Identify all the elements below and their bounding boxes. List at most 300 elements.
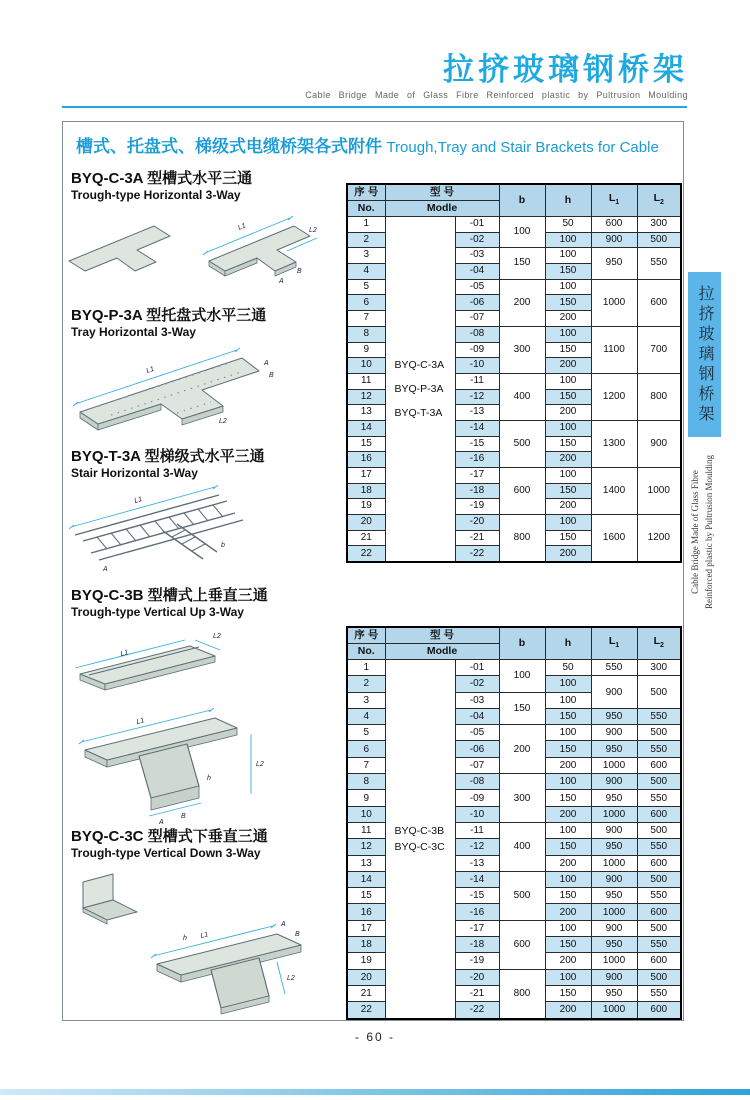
dim-label-l2: L2 (256, 761, 264, 768)
dim-label-l1: L1 (133, 496, 144, 505)
dim-label-a: A (281, 921, 286, 928)
banner-title-en: Trough,Tray and Stair Brackets for Cable (386, 139, 659, 156)
model-name: BYQ-P-3A (394, 383, 444, 396)
cell-h: 200 (545, 855, 591, 871)
cell-model-suffix: -18 (455, 937, 499, 953)
product-name-en: Trough-type Vertical Up 3-Way (71, 604, 244, 619)
cell-h: 100 (545, 774, 591, 790)
cell-l2: 600 (637, 806, 681, 822)
cell-no: 19 (347, 953, 385, 969)
cell-no: 10 (347, 358, 385, 374)
cell-model-suffix: -12 (455, 389, 499, 405)
col-header-no-en: No. (347, 644, 385, 660)
cell-l1: 1100 (591, 326, 637, 373)
dim-label-a: A (103, 566, 108, 573)
cell-b: 400 (499, 373, 545, 420)
col-header-model-cn: 型 号 (385, 627, 499, 644)
cell-no: 9 (347, 342, 385, 358)
cell-h: 150 (545, 937, 591, 953)
cell-b: 100 (499, 217, 545, 248)
cell-model-suffix: -14 (455, 420, 499, 436)
cell-h: 100 (545, 676, 591, 692)
cell-model-suffix: -06 (455, 741, 499, 757)
cell-no: 4 (347, 708, 385, 724)
cell-l1: 1000 (591, 855, 637, 871)
cell-h: 200 (545, 806, 591, 822)
cell-b: 300 (499, 774, 545, 823)
cell-no: 6 (347, 741, 385, 757)
cell-h: 100 (545, 373, 591, 389)
product-name-cn: 型槽式上垂直三通 (147, 587, 268, 604)
cell-model-suffix: -20 (455, 515, 499, 531)
sidebar-tab (688, 272, 721, 437)
cell-l1: 1400 (591, 468, 637, 515)
cell-model-suffix: -12 (455, 839, 499, 855)
dim-label-b: B (297, 268, 302, 275)
dim-label-a: A (159, 819, 164, 824)
col-header-b: b (499, 184, 545, 217)
cell-no: 12 (347, 389, 385, 405)
table-header-row (347, 627, 681, 644)
cell-l2: 550 (637, 985, 681, 1001)
cell-model-suffix: -19 (455, 499, 499, 515)
model-cell (385, 660, 455, 1019)
cell-no: 13 (347, 405, 385, 421)
cell-l1: 900 (591, 232, 637, 248)
cell-no: 1 (347, 217, 385, 233)
cell-h: 100 (545, 725, 591, 741)
col-header-no-cn: 序 号 (347, 627, 385, 644)
cell-l1: 900 (591, 676, 637, 709)
cell-model-suffix: -03 (455, 692, 499, 708)
col-header-model-cn: 型 号 (385, 184, 499, 201)
cell-l1: 950 (591, 741, 637, 757)
cell-l2: 500 (637, 822, 681, 838)
cell-l2: 300 (637, 217, 681, 233)
table-row (347, 660, 681, 676)
cell-model-suffix: -19 (455, 953, 499, 969)
dim-label-b: b (221, 542, 225, 549)
diagram-trough-vertical-down-3way (65, 866, 340, 1016)
cell-h: 200 (545, 311, 591, 327)
cell-l2: 500 (637, 232, 681, 248)
cell-h: 200 (545, 546, 591, 562)
cell-model-suffix: -02 (455, 676, 499, 692)
cell-l2: 600 (637, 953, 681, 969)
product-name-en: Stair Horizontal 3-Way (71, 465, 198, 480)
cell-model-suffix: -17 (455, 468, 499, 484)
cell-h: 150 (545, 790, 591, 806)
dim-label-h: h (207, 775, 211, 782)
col-header-l2: $L_2$ (637, 627, 681, 660)
cell-l1: 1000 (591, 904, 637, 920)
cell-h: 150 (545, 295, 591, 311)
cell-h: 100 (545, 326, 591, 342)
cell-h: 200 (545, 452, 591, 468)
cell-h: 150 (545, 483, 591, 499)
cell-no: 8 (347, 774, 385, 790)
cell-no: 20 (347, 515, 385, 531)
cell-no: 22 (347, 1002, 385, 1019)
product-code: BYQ-C-3C (71, 828, 144, 845)
cell-model-suffix: -01 (455, 660, 499, 676)
cell-model-suffix: -17 (455, 920, 499, 936)
cell-h: 100 (545, 920, 591, 936)
table-header-row (347, 184, 681, 201)
dim-label-b: B (269, 372, 274, 379)
cell-model-suffix: -14 (455, 871, 499, 887)
banner-title-cn: 槽式、托盘式、梯级式电缆桥架各式附件 (76, 137, 382, 156)
product-name-en: Trough-type Vertical Down 3-Way (71, 845, 261, 860)
cell-b: 800 (499, 515, 545, 563)
cell-h: 100 (545, 822, 591, 838)
cell-l1: 900 (591, 871, 637, 887)
cell-model-suffix: -04 (455, 708, 499, 724)
col-header-no-en: No. (347, 201, 385, 217)
cell-model-suffix: -15 (455, 888, 499, 904)
cell-no: 11 (347, 822, 385, 838)
product-code: BYQ-T-3A (71, 448, 141, 465)
cell-no: 18 (347, 937, 385, 953)
cell-b: 500 (499, 871, 545, 920)
dim-label-b: B (295, 931, 300, 938)
cell-model-suffix: -09 (455, 790, 499, 806)
cell-l1: 1000 (591, 806, 637, 822)
cell-h: 150 (545, 342, 591, 358)
cell-h: 150 (545, 888, 591, 904)
cell-l2: 700 (637, 326, 681, 373)
model-cell (385, 217, 455, 563)
cell-no: 12 (347, 839, 385, 855)
col-header-model-en: Modle (385, 644, 499, 660)
cell-no: 15 (347, 436, 385, 452)
cell-no: 5 (347, 725, 385, 741)
cell-l2: 500 (637, 969, 681, 985)
cell-h: 100 (545, 468, 591, 484)
cell-l2: 600 (637, 855, 681, 871)
cell-no: 2 (347, 232, 385, 248)
cell-model-suffix: -21 (455, 530, 499, 546)
cell-b: 800 (499, 969, 545, 1018)
cell-h: 150 (545, 389, 591, 405)
cell-h: 200 (545, 757, 591, 773)
cell-no: 3 (347, 692, 385, 708)
table-head (347, 627, 681, 660)
cell-h: 200 (545, 953, 591, 969)
cell-l1: 1200 (591, 373, 637, 420)
cell-no: 22 (347, 546, 385, 562)
cell-h: 200 (545, 358, 591, 374)
product-name-cn: 型槽式水平三通 (147, 170, 253, 187)
cell-model-suffix: -16 (455, 904, 499, 920)
product-heading-byq-c-3b (71, 588, 268, 619)
product-code: BYQ-C-3A (71, 170, 143, 187)
cell-no: 16 (347, 904, 385, 920)
product-name-en: Tray Horizontal 3-Way (71, 324, 196, 339)
dim-label-l1: L1 (119, 649, 130, 658)
cell-h: 200 (545, 904, 591, 920)
dim-label-b: B (181, 813, 186, 820)
cell-model-suffix: -10 (455, 358, 499, 374)
cell-no: 7 (347, 311, 385, 327)
cell-h: 150 (545, 985, 591, 1001)
diagram-trough-horizontal-3way (65, 206, 340, 306)
cell-no: 17 (347, 920, 385, 936)
cell-l2: 500 (637, 676, 681, 709)
cell-b: 400 (499, 822, 545, 871)
cell-model-suffix: -11 (455, 822, 499, 838)
cell-model-suffix: -01 (455, 217, 499, 233)
cell-l2: 550 (637, 708, 681, 724)
cell-l2: 600 (637, 279, 681, 326)
dim-label-a: A (264, 360, 269, 367)
cell-l1: 1300 (591, 420, 637, 467)
cell-no: 14 (347, 420, 385, 436)
dim-label-l2: L2 (219, 418, 227, 425)
cell-b: 600 (499, 468, 545, 515)
cell-model-suffix: -16 (455, 452, 499, 468)
col-header-h: h (545, 627, 591, 660)
dim-label-l1: L1 (199, 931, 210, 940)
cell-l2: 500 (637, 725, 681, 741)
cell-model-suffix: -04 (455, 264, 499, 280)
cell-no: 21 (347, 985, 385, 1001)
cell-model-suffix: -07 (455, 757, 499, 773)
cell-h: 150 (545, 839, 591, 855)
cell-no: 4 (347, 264, 385, 280)
cell-no: 21 (347, 530, 385, 546)
cell-h: 100 (545, 969, 591, 985)
cell-model-suffix: -10 (455, 806, 499, 822)
cell-model-suffix: -13 (455, 855, 499, 871)
cell-no: 15 (347, 888, 385, 904)
cell-model-suffix: -20 (455, 969, 499, 985)
col-header-model-en: Modle (385, 201, 499, 217)
cell-model-suffix: -18 (455, 483, 499, 499)
product-heading-byq-c-3c (71, 829, 268, 860)
cell-b: 150 (499, 692, 545, 725)
cell-l2: 600 (637, 757, 681, 773)
cell-no: 16 (347, 452, 385, 468)
cell-l2: 1000 (637, 468, 681, 515)
product-name-cn: 型梯级式水平三通 (144, 448, 265, 465)
cell-no: 9 (347, 790, 385, 806)
bottom-accent-bar (0, 1089, 750, 1095)
cell-model-suffix: -02 (455, 232, 499, 248)
cell-l2: 600 (637, 1002, 681, 1019)
cell-l2: 550 (637, 937, 681, 953)
cell-h: 100 (545, 279, 591, 295)
col-header-l1: $L_1$ (591, 627, 637, 660)
model-name: BYQ-T-3A (394, 407, 443, 420)
product-heading-byq-c-3a (71, 171, 252, 202)
cell-l1: 950 (591, 839, 637, 855)
cell-h: 50 (545, 217, 591, 233)
product-code: BYQ-C-3B (71, 587, 144, 604)
cell-l2: 550 (637, 888, 681, 904)
cell-no: 13 (347, 855, 385, 871)
cell-model-suffix: -13 (455, 405, 499, 421)
cell-no: 20 (347, 969, 385, 985)
cell-b: 300 (499, 326, 545, 373)
cell-no: 10 (347, 806, 385, 822)
dim-label-l2: L2 (287, 975, 295, 982)
cell-no: 6 (347, 295, 385, 311)
cell-l2: 550 (637, 248, 681, 279)
cell-b: 150 (499, 248, 545, 279)
cell-b: 200 (499, 279, 545, 326)
cell-no: 5 (347, 279, 385, 295)
cell-model-suffix: -05 (455, 279, 499, 295)
cell-no: 3 (347, 248, 385, 264)
product-name-cn: 型托盘式水平三通 (146, 307, 267, 324)
cell-no: 18 (347, 483, 385, 499)
col-header-l2: $L_2$ (637, 184, 681, 217)
spec-table-vertical-3way (346, 626, 682, 1020)
cell-h: 200 (545, 405, 591, 421)
diagram-stair-horizontal-3way (69, 483, 339, 586)
cell-l1: 950 (591, 790, 637, 806)
content-box (62, 121, 684, 1021)
section-banner (76, 132, 659, 157)
cell-no: 2 (347, 676, 385, 692)
dim-label-l2: L2 (309, 227, 317, 234)
product-code: BYQ-P-3A (71, 307, 143, 324)
table-body (347, 660, 681, 1019)
cell-model-suffix: -03 (455, 248, 499, 264)
cell-l1: 1000 (591, 953, 637, 969)
cell-h: 200 (545, 499, 591, 515)
cell-l1: 1000 (591, 279, 637, 326)
model-name: BYQ-C-3A (394, 359, 445, 372)
sidebar-caption (689, 436, 719, 628)
cell-h: 100 (545, 248, 591, 264)
cell-l1: 1000 (591, 1002, 637, 1019)
sidebar-caption-line2: Reinforced plastic by Pultrusion Moulding (703, 455, 714, 609)
cell-model-suffix: -09 (455, 342, 499, 358)
cell-l1: 950 (591, 708, 637, 724)
cell-h: 150 (545, 741, 591, 757)
cell-h: 100 (545, 420, 591, 436)
dim-label-h: h (183, 935, 187, 942)
product-name-en: Trough-type Horizontal 3-Way (71, 187, 241, 202)
product-heading-byq-p-3a (71, 308, 266, 339)
cell-model-suffix: -22 (455, 1002, 499, 1019)
page-number: - 60 - (354, 1030, 395, 1044)
cell-l1: 900 (591, 969, 637, 985)
cell-h: 200 (545, 1002, 591, 1019)
col-header-l1: $L_1$ (591, 184, 637, 217)
diagram-tray-horizontal-3way (69, 343, 339, 447)
cell-l1: 900 (591, 822, 637, 838)
cell-l1: 900 (591, 725, 637, 741)
col-header-b: b (499, 627, 545, 660)
cell-l1: 900 (591, 774, 637, 790)
dim-label-l1: L1 (237, 222, 247, 232)
brand-block (305, 54, 688, 100)
cell-b: 100 (499, 660, 545, 693)
sidebar-tab-label: 拉挤玻璃钢桥架 (696, 284, 713, 425)
cell-l2: 800 (637, 373, 681, 420)
cell-l1: 950 (591, 248, 637, 279)
cell-b: 600 (499, 920, 545, 969)
dim-label-l1: L1 (135, 717, 146, 726)
cell-h: 100 (545, 871, 591, 887)
cell-model-suffix: -08 (455, 774, 499, 790)
header-divider (62, 106, 687, 108)
cell-b: 200 (499, 725, 545, 774)
cell-h: 150 (545, 264, 591, 280)
cell-l1: 600 (591, 217, 637, 233)
cell-l2: 1200 (637, 515, 681, 563)
table-body (347, 217, 681, 563)
cell-model-suffix: -21 (455, 985, 499, 1001)
spec-table-horizontal-3way (346, 183, 682, 563)
cell-l2: 500 (637, 871, 681, 887)
cell-no: 17 (347, 468, 385, 484)
cell-l2: 550 (637, 839, 681, 855)
col-header-h: h (545, 184, 591, 217)
cell-no: 1 (347, 660, 385, 676)
dim-label-a: A (279, 278, 284, 285)
diagram-trough-vertical-up-3way (65, 628, 340, 824)
cell-l2: 550 (637, 790, 681, 806)
cell-l2: 500 (637, 774, 681, 790)
dim-label-l2: L2 (213, 633, 221, 640)
cell-no: 14 (347, 871, 385, 887)
cell-h: 100 (545, 692, 591, 708)
cell-model-suffix: -22 (455, 546, 499, 562)
cell-h: 150 (545, 530, 591, 546)
cell-model-suffix: -08 (455, 326, 499, 342)
cell-l2: 500 (637, 920, 681, 936)
cell-l2: 550 (637, 741, 681, 757)
cell-h: 100 (545, 232, 591, 248)
cell-model-suffix: -05 (455, 725, 499, 741)
page-title: 拉挤玻璃钢桥架 (443, 52, 688, 87)
cell-b: 500 (499, 420, 545, 467)
cell-h: 50 (545, 660, 591, 676)
cell-no: 7 (347, 757, 385, 773)
cell-l1: 950 (591, 937, 637, 953)
cell-h: 150 (545, 436, 591, 452)
cell-no: 11 (347, 373, 385, 389)
cell-l1: 1000 (591, 757, 637, 773)
cell-h: 100 (545, 515, 591, 531)
cell-l1: 950 (591, 985, 637, 1001)
cell-l2: 600 (637, 904, 681, 920)
cell-no: 8 (347, 326, 385, 342)
cell-no: 19 (347, 499, 385, 515)
dim-label-l1: L1 (145, 365, 156, 375)
table-row (347, 217, 681, 233)
cell-l2: 900 (637, 420, 681, 467)
cell-h: 150 (545, 708, 591, 724)
sidebar-caption-line1: Cable Bridge Made of Glass Fibre (690, 470, 700, 594)
model-name: BYQ-C-3C (394, 840, 445, 853)
cell-model-suffix: -11 (455, 373, 499, 389)
page-subtitle: Cable Bridge Made of Glass Fibre Reinforced plastic by Pultrusion Moulding (305, 89, 688, 100)
cell-l1: 950 (591, 888, 637, 904)
cell-model-suffix: -07 (455, 311, 499, 327)
cell-l2: 300 (637, 660, 681, 676)
table-head (347, 184, 681, 217)
cell-model-suffix: -06 (455, 295, 499, 311)
product-heading-byq-t-3a (71, 449, 265, 480)
cell-l1: 550 (591, 660, 637, 676)
cell-l1: 1600 (591, 515, 637, 563)
cell-l1: 900 (591, 920, 637, 936)
